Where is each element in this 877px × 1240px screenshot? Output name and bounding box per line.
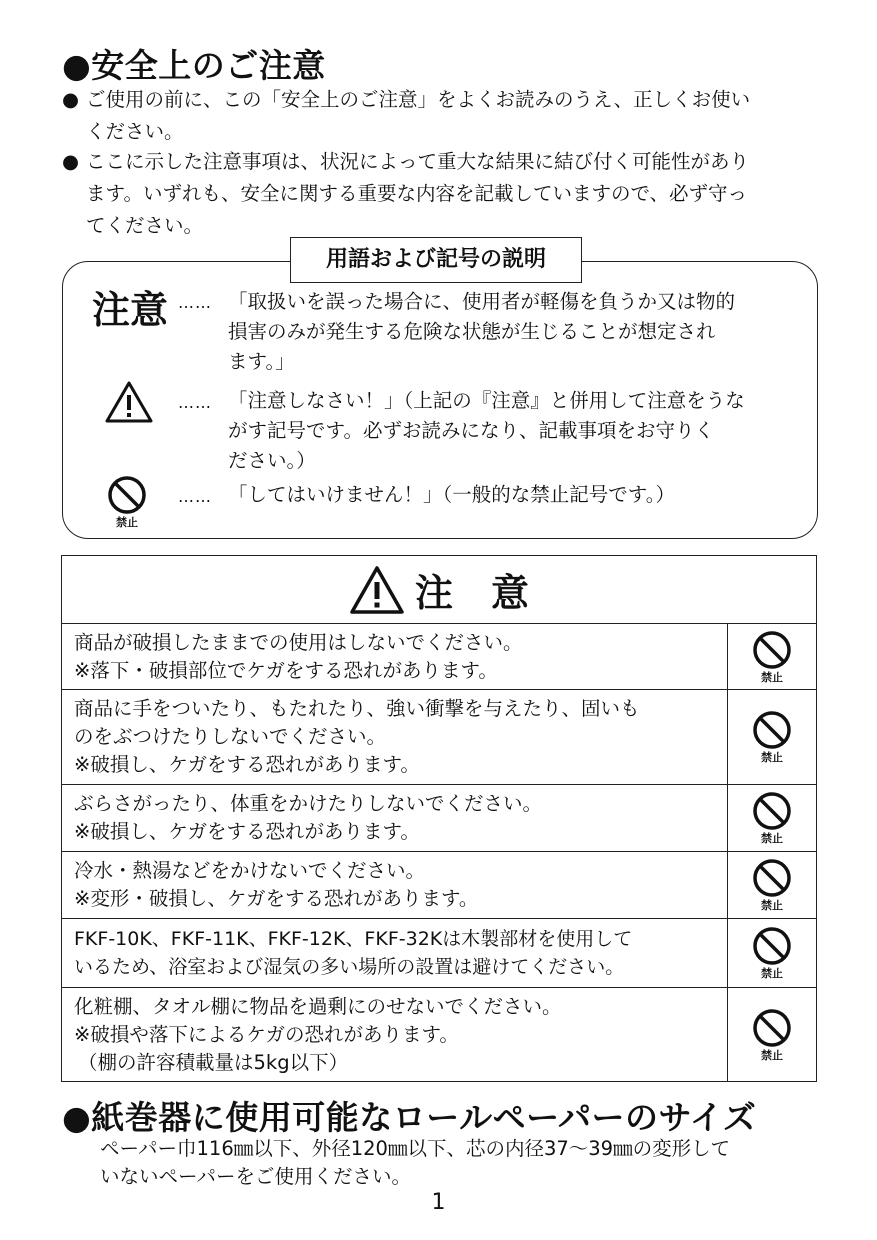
row-line: 冷水・熱湯などをかけないでください。	[74, 859, 426, 882]
paper-line: いないペーパーをご使用ください。	[100, 1165, 412, 1188]
bullet-dot: ●	[62, 150, 80, 173]
row-line: FKF-10K、FKF-11K、FKF-12K、FKF-32Kは木製部材を使用して	[74, 928, 633, 950]
caution-table-header	[62, 556, 817, 624]
legend-item-caution	[228, 287, 808, 377]
safety-bullet-1	[62, 84, 822, 148]
leader-dots: ……	[178, 487, 212, 506]
legend-line: ださい。）	[228, 449, 316, 472]
prohibition-icon	[751, 790, 793, 832]
prohibition-label: 禁止	[116, 516, 138, 529]
row-line: ※破損や落下によるケガの恐れがあります。	[74, 1022, 459, 1046]
bullet-line: ください。	[86, 120, 184, 143]
warning-triangle-icon	[104, 380, 154, 424]
row-line: ※破損し、ケガをする恐れがあります。	[74, 753, 420, 776]
prohibition-icon	[751, 629, 793, 671]
paper-size-text	[100, 1135, 820, 1191]
table-row	[62, 690, 817, 785]
prohibition-label: 禁止	[761, 832, 783, 845]
table-row	[62, 785, 817, 852]
legend-line: 「取扱いを誤った場合に、使用者が軽傷を負うか又は物的	[228, 290, 736, 313]
prohibition-icon	[751, 857, 793, 899]
legend-item-prohibit	[228, 480, 808, 510]
prohibition-label: 禁止	[761, 899, 783, 912]
legend-line: 「してはいけません！」（一般的な禁止記号です。）	[228, 483, 675, 506]
prohibition-label: 禁止	[761, 670, 783, 684]
prohibition-label: 禁止	[761, 1048, 783, 1062]
legend-line: 損害のみが発生する危険な状態が生じることが想定され	[228, 320, 716, 343]
legend-line: がす記号です。必ずお読みになり、記載事項をお守りく	[228, 419, 714, 442]
row-line: （棚の許容積載量は5kg以下）	[78, 1050, 349, 1074]
page-number: 1	[431, 1190, 446, 1215]
bullet-line: ご使用の前に、この「安全上のご注意」をよくお読みのうえ、正しくお使い	[86, 88, 751, 111]
row-line: ※変形・破損し、ケガをする恐れがあります。	[74, 887, 479, 910]
row-line: 商品に手をついたり、もたれたり、強い衝撃を与えたり、固いも	[74, 697, 640, 720]
prohibition-icon	[751, 1007, 793, 1049]
table-row	[62, 919, 817, 988]
paper-line: ペーパー巾116㎜以下、外径120㎜以下、芯の内径37～39㎜の変形して	[100, 1137, 731, 1160]
prohibition-symbol	[106, 474, 148, 530]
row-line: ※落下・破損部位でケガをする恐れがあります。	[74, 658, 498, 682]
legend-line: ます。」	[228, 350, 295, 373]
prohibition-icon	[106, 474, 148, 516]
table-row	[62, 852, 817, 919]
paper-size-title: ●紙巻器に使用可能なロールペーパーのサイズ	[62, 1098, 757, 1137]
bullet-line: ます。いずれも、安全に関する重要な内容を記載していますので、必ず守っ	[86, 182, 748, 205]
row-line: ぶらさがったり、体重をかけたりしないでください。	[74, 792, 543, 815]
bullet-dot: ●	[62, 88, 80, 111]
prohibition-icon	[751, 709, 793, 751]
caution-header-text: 注 意	[414, 571, 529, 615]
row-line: 商品が破損したままでの使用はしないでください。	[74, 630, 523, 654]
caution-table	[61, 555, 817, 1082]
table-row	[62, 624, 817, 690]
prohibition-icon	[751, 925, 793, 967]
legend-title: 用語および記号の説明	[290, 237, 582, 283]
table-row	[62, 988, 817, 1082]
leader-dots: ……	[178, 393, 212, 412]
row-line: いるため、浴室および湿気の多い場所の設置は避けてください。	[74, 956, 625, 978]
prohibition-label: 禁止	[761, 967, 783, 980]
prohibition-label: 禁止	[761, 751, 783, 764]
warning-triangle-icon	[349, 565, 405, 615]
caution-word: 注意	[92, 288, 169, 332]
row-line: ※破損し、ケガをする恐れがあります。	[74, 820, 420, 843]
row-line: 化粧棚、タオル棚に物品を過剰にのせないでください。	[74, 994, 562, 1018]
row-line: のをぶつけたりしないでください。	[74, 725, 387, 748]
legend-item-attention	[228, 386, 808, 476]
bullet-line: ここに示した注意事項は、状況によって重大な結果に結び付く可能性があり	[86, 150, 750, 173]
legend-line: 「注意しなさい！」（上記の『注意』と併用して注意をうな	[228, 389, 745, 412]
leader-dots: ……	[178, 293, 212, 312]
safety-title: ●安全上のご注意	[62, 46, 326, 85]
safety-bullet-2	[62, 146, 822, 242]
bullet-line: てください。	[86, 214, 204, 237]
